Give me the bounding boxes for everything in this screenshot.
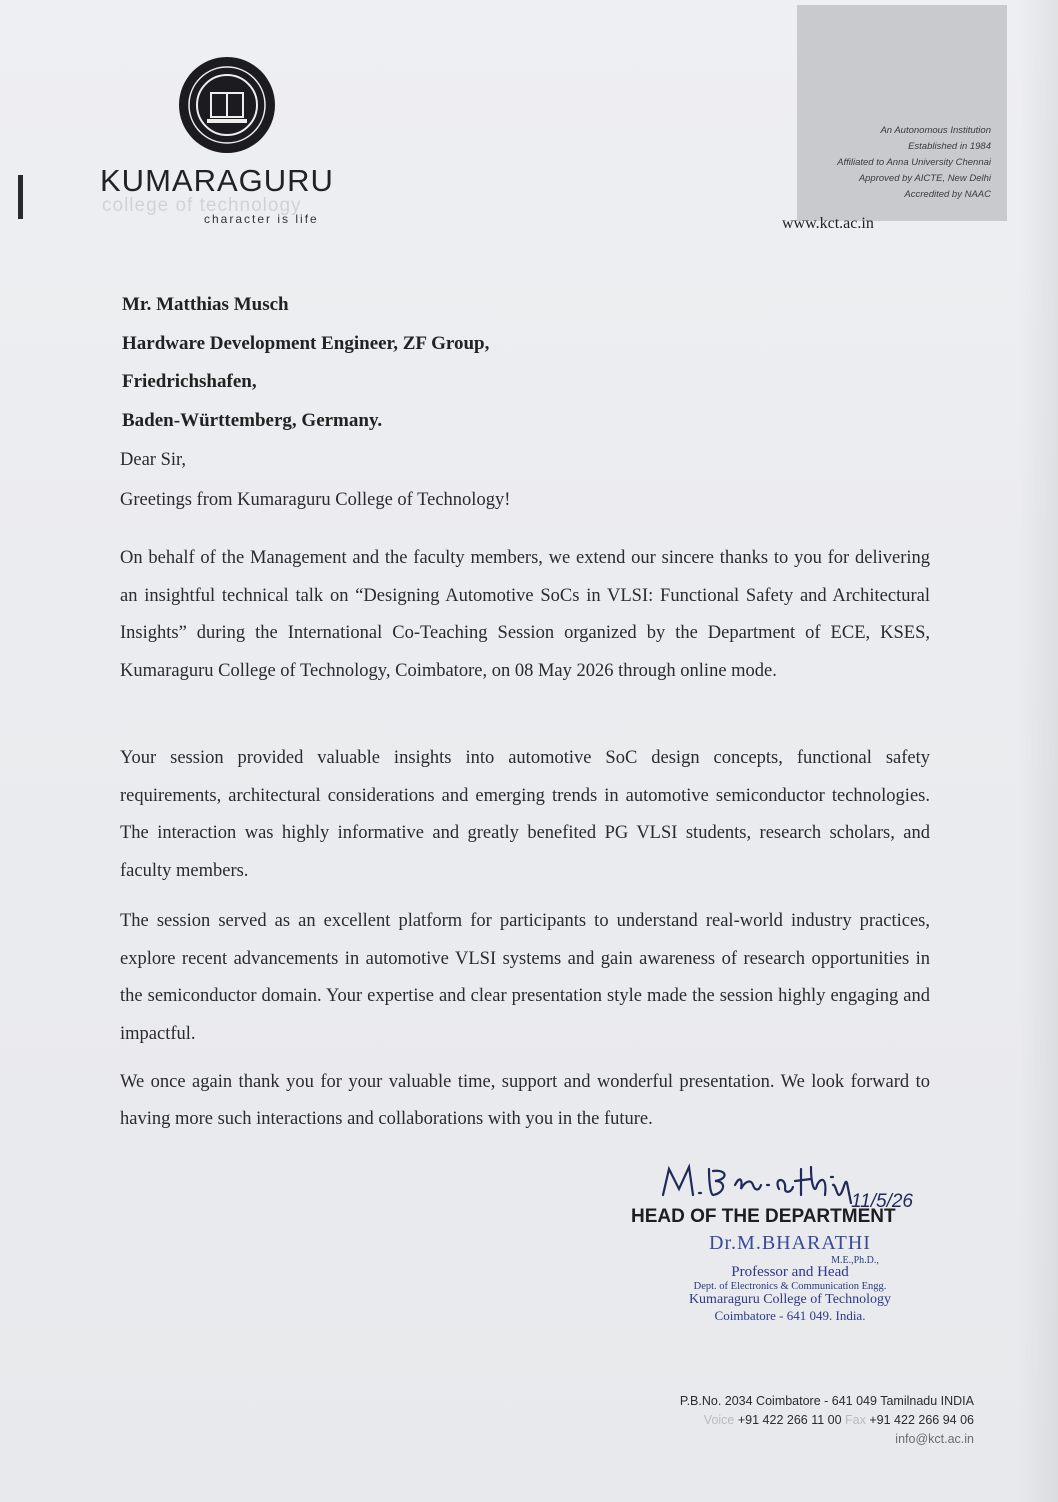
footer-address: P.B.No. 2034 Coimbatore - 641 049 Tamilnadu INDIA [679, 1394, 974, 1408]
stamp-role: Professor and Head [731, 1264, 849, 1280]
recipient-line: Hardware Development Engineer, ZF Group, [122, 332, 490, 354]
stamp-city: Coimbatore - 641 049. India. [714, 1308, 866, 1323]
body-paragraph: On behalf of the Management and the faculty members, we extend our sincere thanks to you for delivering an insightful technical talk on “Designing Automotive SoCs in VLSI: Functional Safety and Architectural Insights” during the International Co-Teaching Session organized by the Department of ECE, KSES, Kumaraguru College of Technology, Coimbatore, on 08 May 2026 through online mode. [120, 548, 930, 681]
edge-mark [18, 175, 23, 219]
body-paragraph: Your session provided valuable insights into automotive SoC design concepts, functional safety requirements, architectural considerations and emerging trends in automotive semiconductor technologies. The interaction was highly informative and greatly benefited PG VLSI students, research scholars, and faculty members. [120, 748, 930, 881]
brand-name: KUMARAGURU [100, 163, 334, 198]
recipient-address [122, 286, 489, 440]
affiliation-line: An Autonomous Institution [880, 125, 991, 136]
footer-contact [680, 1392, 974, 1449]
affiliation-line: Approved by AICTE, New Delhi [858, 173, 991, 184]
fax-number: +91 422 266 94 06 [869, 1413, 974, 1427]
stamp-degree: M.E.,Ph.D., [831, 1255, 879, 1266]
stamp-college: Kumaraguru College of Technology [688, 1292, 892, 1307]
voice-number: +91 422 266 11 00 [737, 1413, 842, 1427]
brand-tagline: character is life [204, 212, 319, 226]
stamp-department: Dept. of Electronics & Communication Engg. [693, 1281, 887, 1292]
department-stamp [640, 1232, 940, 1324]
fax-label: Fax [845, 1413, 866, 1427]
footer-email: info@kct.ac.in [895, 1432, 974, 1446]
affiliation-list [837, 123, 991, 203]
affiliation-box [797, 5, 1007, 221]
stamp-name: Dr.M.BHARATHI [709, 1232, 871, 1254]
voice-label: Voice [703, 1413, 735, 1427]
signatory-title: HEAD OF THE DEPARTMENT [631, 1206, 896, 1227]
recipient-line: Friedrichshafen, [122, 371, 257, 392]
recipient-line: Mr. Matthias Musch [122, 294, 289, 315]
website-vertical: www.kct.ac.in [782, 215, 874, 232]
affiliation-line: Accredited by NAAC [904, 189, 991, 200]
body-paragraph: We once again thank you for your valuable time, support and wonderful presentation. We look forward to having more such interactions and collaborations with you in the future. [120, 1072, 930, 1129]
salutation: Dear Sir, [120, 450, 187, 470]
college-seal-icon [177, 55, 277, 155]
affiliation-line: Established in 1984 [908, 141, 991, 152]
college-logo [100, 55, 362, 230]
affiliation-line: Affiliated to Anna University Chennai [837, 157, 991, 168]
greeting: Greetings from Kumaraguru College of Technology! [120, 490, 511, 510]
footer-phone-line [680, 1411, 974, 1430]
recipient-line: Baden-Württemberg, Germany. [122, 409, 383, 431]
brand-subtitle: college of technology [102, 195, 302, 216]
body-paragraph: The session served as an excellent platform for participants to understand real-world industry practices, explore recent advancements in automotive VLSI systems and gain awareness of research opportunities in the semiconductor domain. Your expertise and clear presentation style made the session highly engaging and impactful. [120, 911, 930, 1044]
svg-text:11/5/26: 11/5/26 [851, 1191, 913, 1212]
